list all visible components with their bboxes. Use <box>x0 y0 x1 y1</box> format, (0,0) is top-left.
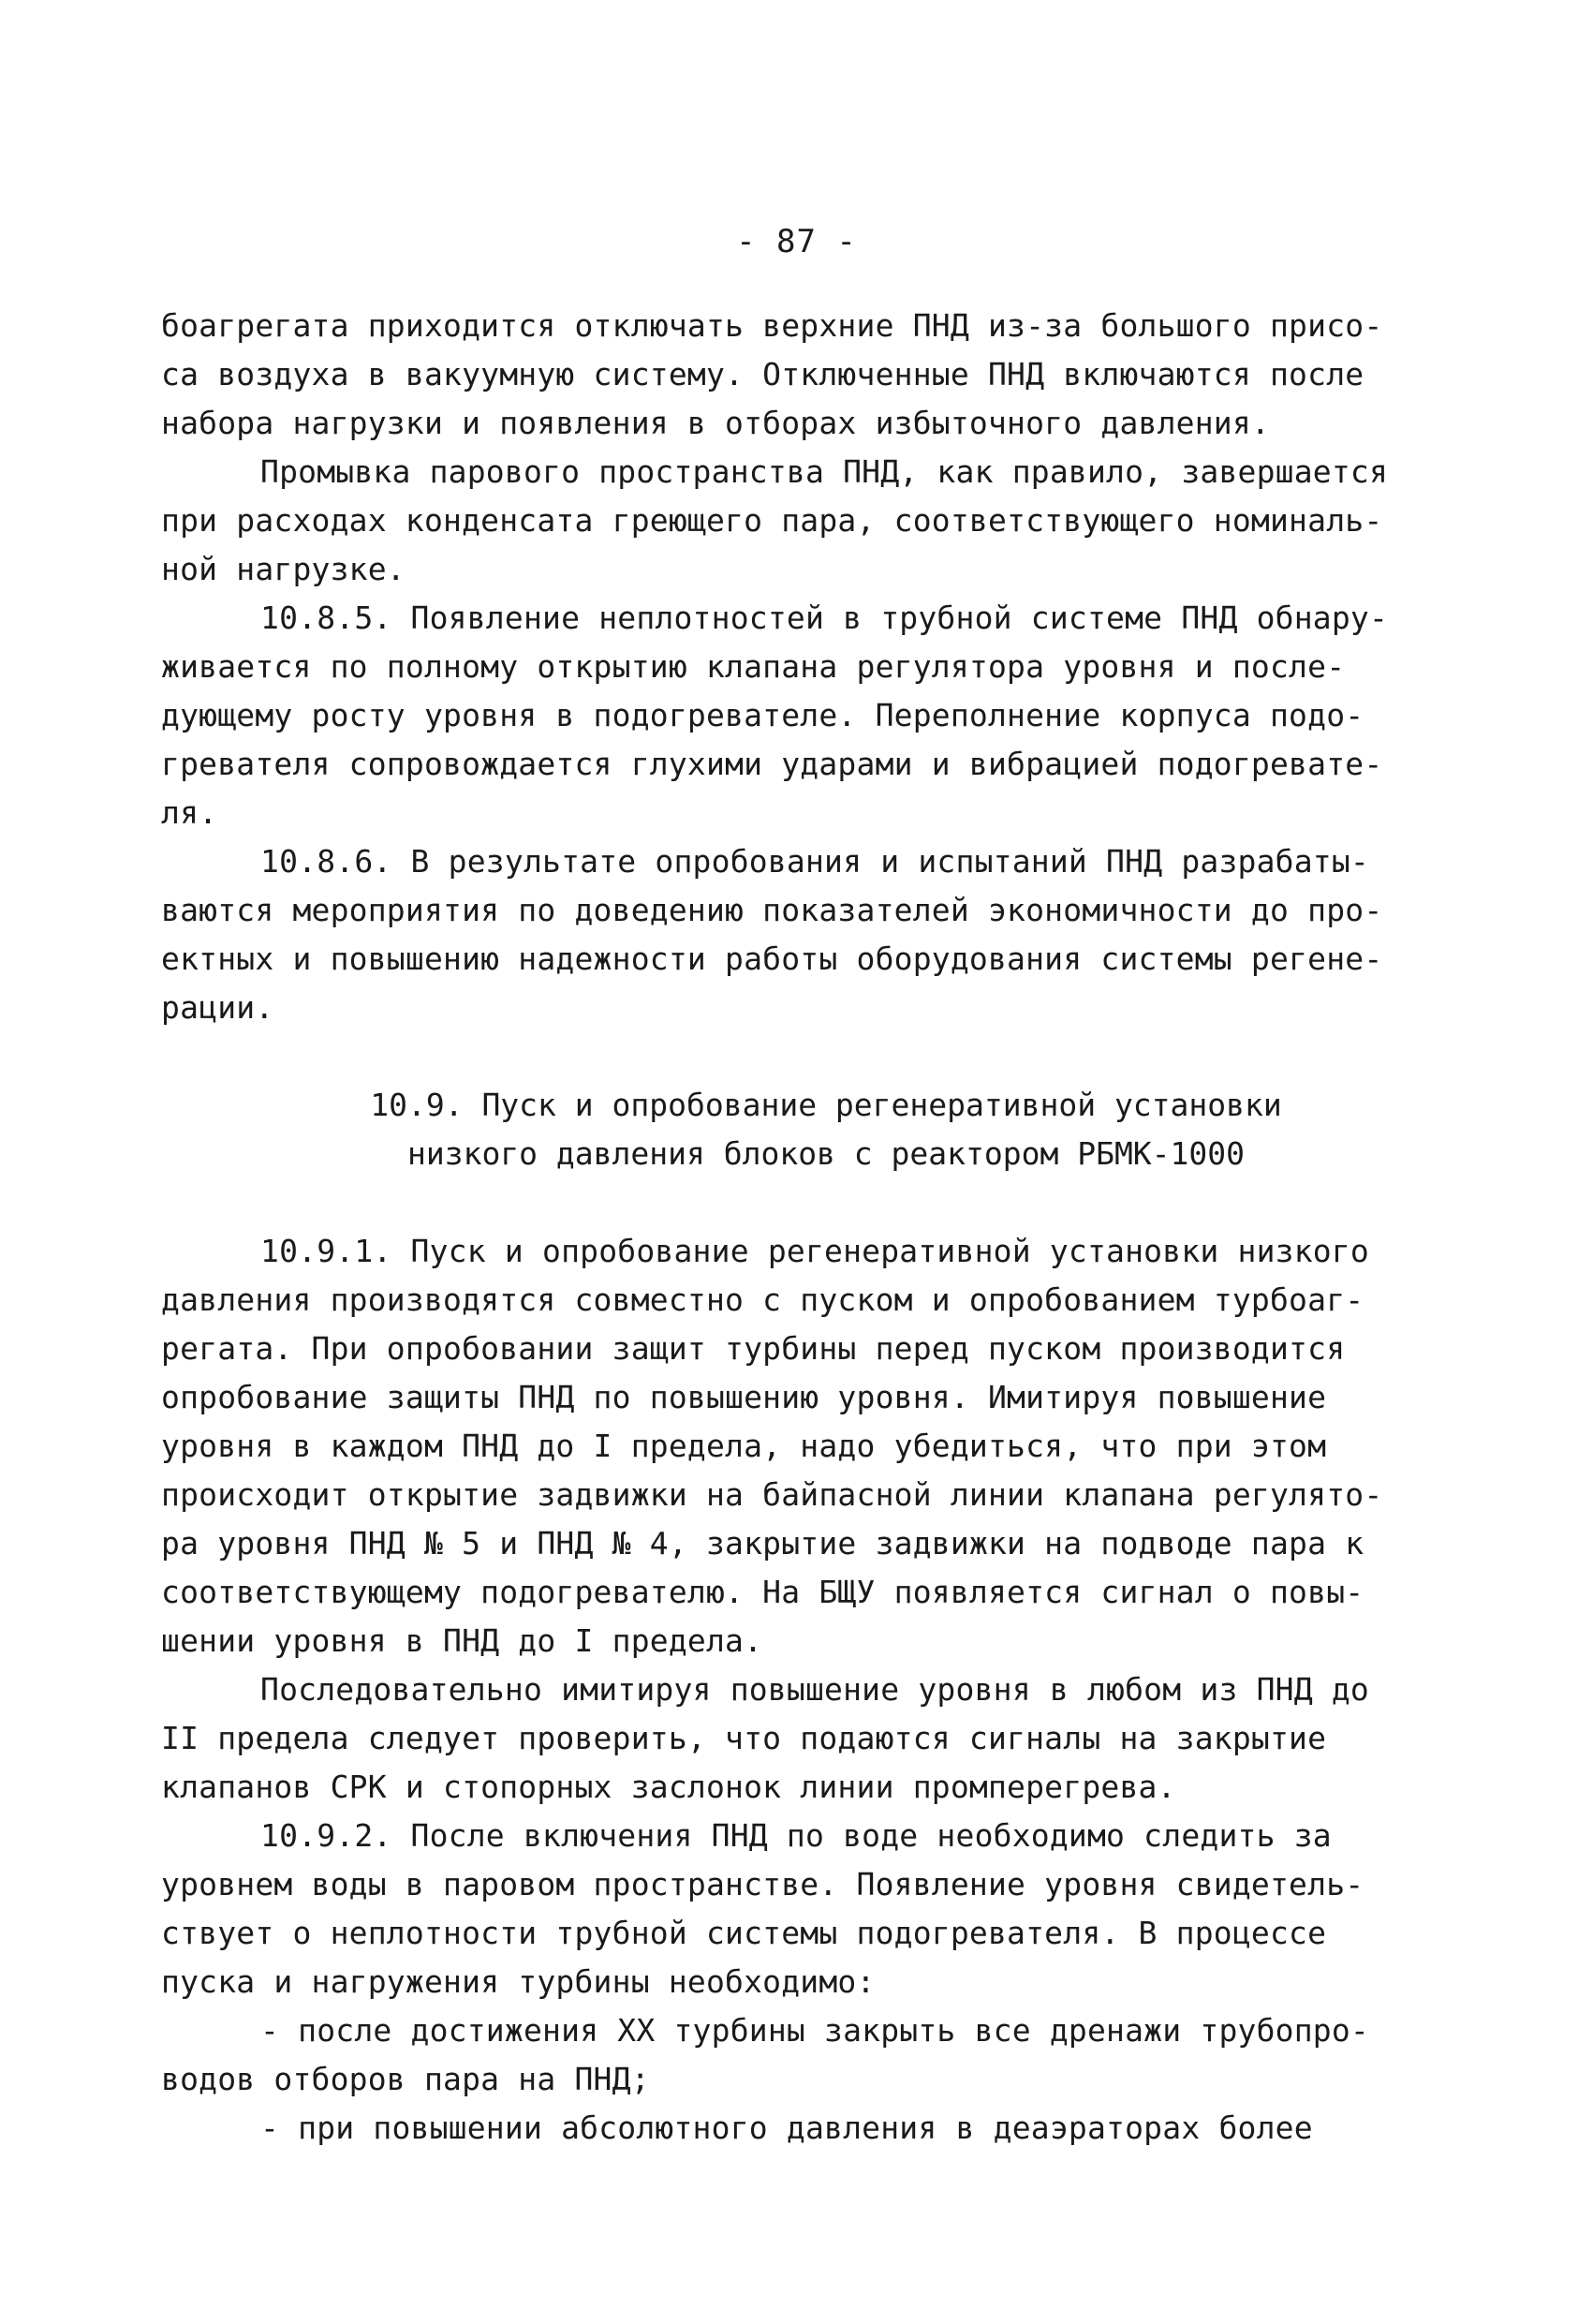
text-line: шении уровня в ПНД до I предела. <box>161 1622 763 1659</box>
text-line: са воздуха в вакуумную систему. Отключенные ПНД включаются после <box>161 356 1364 392</box>
list-item-deaerators <box>161 2104 1453 2153</box>
text-line: рации. <box>161 989 274 1026</box>
text-line: живается по полному открытию клапана регулятора уровня и после- <box>161 648 1346 685</box>
heading-line: 10.9. Пуск и опробование регенеративной установки <box>370 1087 1282 1123</box>
paragraph-10-8-6 <box>161 837 1453 1032</box>
text-line: соответствующему подогревателю. На БЩУ появляется сигнал о повы- <box>161 1574 1364 1610</box>
text-line: ваются мероприятия по доведению показателей экономичности до про- <box>161 892 1383 928</box>
text-line: 10.9.2. После включения ПНД по воде необходимо следить за <box>260 1817 1332 1854</box>
paragraph-continuation <box>161 302 1453 448</box>
text-line: клапанов СРК и стопорных заслонок линии промперегрева. <box>161 1769 1176 1805</box>
paragraph-10-8-5 <box>161 594 1453 837</box>
list-item-drains <box>161 2006 1453 2104</box>
text-line: - после достижения XX турбины закрыть все дренажи трубопро- <box>260 2012 1369 2049</box>
text-line: Промывка парового пространства ПНД, как правило, завершается <box>260 453 1389 490</box>
paragraph-level-ii <box>161 1665 1453 1812</box>
page-number: - 87 - <box>736 223 857 260</box>
heading-line: низкого давления блоков с реактором РБМК-1000 <box>406 1135 1246 1172</box>
text-line: ра уровня ПНД № 5 и ПНД № 4, закрытие задвижки на подводе пара к <box>161 1525 1364 1562</box>
text-line: ектных и повышению надежности работы оборудования системы регене- <box>161 940 1383 977</box>
text-line: уровнем воды в паровом пространстве. Появление уровня свидетель- <box>161 1866 1364 1902</box>
text-line: дующему росту уровня в подогревателе. Переполнение корпуса подо- <box>161 697 1364 733</box>
spacer <box>161 1178 1453 1227</box>
text-line: ной нагрузке. <box>161 551 406 587</box>
spacer <box>161 1032 1453 1081</box>
text-line: при расходах конденсата греющего пара, соответствующего номиналь- <box>161 502 1383 539</box>
text-line: 10.8.5. Появление неплотностей в трубной системе ПНД обнару- <box>260 600 1389 636</box>
paragraph-flushing <box>161 448 1453 594</box>
text-line: 10.8.6. В результате опробования и испытаний ПНД разрабаты- <box>260 843 1369 880</box>
text-line: ствует о неплотности трубной системы подогревателя. В процессе <box>161 1915 1327 1951</box>
text-line: II предела следует проверить, что подаются сигналы на закрытие <box>161 1720 1327 1756</box>
text-line: пуска и нагружения турбины необходимо: <box>161 1963 876 2000</box>
text-line: Последовательно имитируя повышение уровня в любом из ПНД до <box>260 1671 1369 1708</box>
text-line: водов отборов пара на ПНД; <box>161 2061 650 2097</box>
paragraph-10-9-1 <box>161 1227 1453 1665</box>
text-line: 10.9.1. Пуск и опробование регенеративной установки низкого <box>260 1233 1369 1269</box>
text-line: набора нагрузки и появления в отборах избыточного давления. <box>161 405 1270 441</box>
text-line: опробование защиты ПНД по повышению уровня. Имитируя повышение <box>161 1379 1327 1415</box>
text-line: регата. При опробовании защит турбины перед пуском производится <box>161 1330 1346 1367</box>
text-line: ля. <box>161 794 218 831</box>
text-line: происходит открытие задвижки на байпасной линии клапана регулято- <box>161 1476 1383 1513</box>
text-line: уровня в каждом ПНД до I предела, надо убедиться, что при этом <box>161 1428 1327 1464</box>
text-line: боагрегата приходится отключать верхние ПНД из-за большого присо- <box>161 307 1383 344</box>
text-line: гревателя сопровождается глухими ударами и вибрацией подогревате- <box>161 746 1383 782</box>
text-line: давления производятся совместно с пуском и опробованием турбоаг- <box>161 1281 1364 1318</box>
document-body <box>161 302 1453 2153</box>
section-heading <box>161 1081 1453 1178</box>
text-line: - при повышении абсолютного давления в деаэраторах более <box>260 2109 1313 2146</box>
paragraph-10-9-2 <box>161 1812 1453 2006</box>
